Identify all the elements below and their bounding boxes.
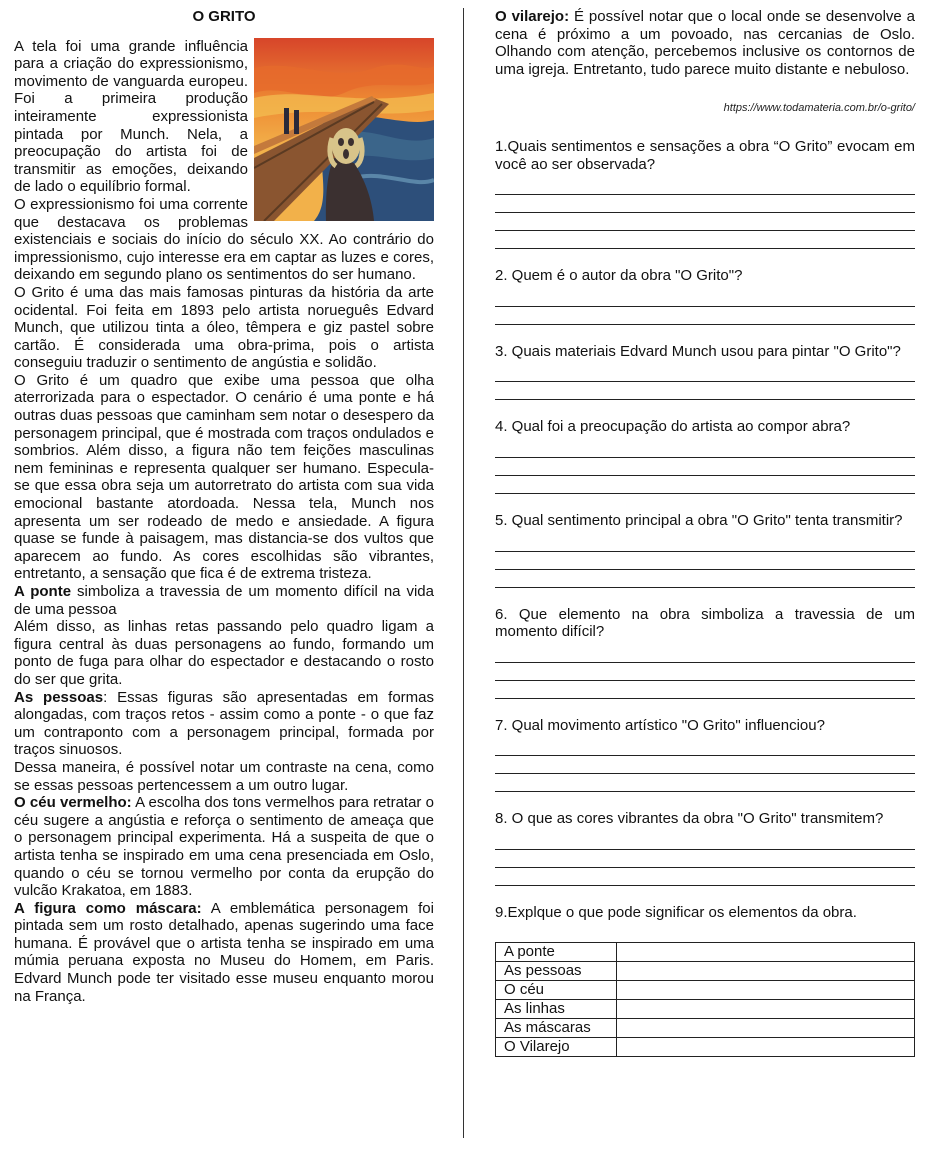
people-heading: As pessoas	[14, 688, 104, 706]
answer-line[interactable]	[495, 458, 915, 476]
question-4: 4. Qual foi a preocupação do artista ao compor abra?	[495, 418, 851, 436]
people-paragraph	[14, 689, 434, 759]
village-heading: O vilarejo:	[495, 8, 570, 25]
table-row-label: O Vilarejo	[496, 1037, 617, 1056]
question-7: 7. Qual movimento artístico "O Grito" influenciou?	[495, 716, 825, 734]
mask-text: A emblemática personagem foi pintada sem um rosto detalhado, apenas sugerindo uma face humana. É provável que o artista tenha se inspirado em uma múmia peruana exposta no Museu do Homem, em Paris. Edvard Munch pode ter visitado esse museu enquanto morou na França.	[14, 899, 434, 1005]
table-answer-cell[interactable]	[617, 980, 915, 999]
answer-line[interactable]	[495, 382, 915, 400]
table-row	[496, 1018, 915, 1037]
question-9: 9.Explque o que pode significar os elementos da obra.	[495, 903, 857, 921]
sky-heading: O céu vermelho:	[14, 794, 132, 812]
answer-line[interactable]	[495, 868, 915, 886]
answer-line[interactable]	[495, 231, 915, 249]
answer-line[interactable]	[495, 307, 915, 325]
answer-line[interactable]	[495, 663, 915, 681]
column-divider	[463, 8, 464, 1138]
table-row-label: As pessoas	[496, 961, 617, 980]
table-answer-cell[interactable]	[617, 1037, 915, 1056]
village-text: É possível notar que o local onde se desenvolve a cena é próximo a um povoado, nas cercanias de Oslo. Olhando com atenção, percebemos inclusive os contornos de uma igreja. Entretanto, tudo parece muito distante e nebuloso.	[495, 8, 915, 78]
table-row-label: O céu	[496, 980, 617, 999]
source-url: https://www.todamateria.com.br/o-grito/	[723, 102, 915, 115]
left-column	[14, 8, 434, 1005]
answer-line[interactable]	[495, 774, 915, 792]
mask-paragraph	[14, 900, 434, 1006]
answer-lines-4[interactable]	[495, 440, 915, 494]
answer-line[interactable]	[495, 756, 915, 774]
question-2: 2. Quem é o autor da obra "O Grito"?	[495, 267, 743, 285]
answer-line[interactable]	[495, 552, 915, 570]
question-1: 1.Quais sentimentos e sensações a obra “O Grito” evocam em você ao ser observada?	[495, 137, 915, 173]
page-title: O GRITO	[192, 8, 256, 25]
table-answer-cell[interactable]	[617, 1018, 915, 1037]
answer-lines-6[interactable]	[495, 645, 915, 699]
answer-line[interactable]	[495, 476, 915, 494]
answer-line[interactable]	[495, 681, 915, 699]
answer-line[interactable]	[495, 645, 915, 663]
answer-line[interactable]	[495, 738, 915, 756]
table-answer-cell[interactable]	[617, 942, 915, 961]
the-scream-painting	[254, 38, 434, 221]
sky-paragraph	[14, 794, 434, 900]
expressionism-paragraph: O expressionismo foi uma corrente que destacava os problemas existenciais e sociais do início do século XX. Ao contrário do impressionismo, cujo interesse era em captar as luzes e cores, deixando em segundo plano os sentimentos do ser humano.	[14, 195, 434, 284]
bridge-text: simboliza a travessia de um momento difícil na vida de uma pessoa	[14, 583, 434, 618]
table-row-label: As máscaras	[496, 1018, 617, 1037]
answer-line[interactable]	[495, 195, 915, 213]
answer-line[interactable]	[495, 850, 915, 868]
table-row	[496, 961, 915, 980]
sky-text: A escolha dos tons vermelhos para retratar o céu sugere a angústia e reforça o sentimento de ameaça que o personagem principal experimenta. Há a suspeita de que o artista tenha se inspirado em uma cena presenciada em Oslo, quando o céu se tornou vermelho por conta da erupção do vulcão Krakatoa, em 1883.	[14, 794, 434, 900]
table-row	[496, 942, 915, 961]
lines-paragraph: Além disso, as linhas retas passando pelo quadro ligam a figura central às duas personagens ao fundo, formando um ponto de fuga para olhar do espectador e destacando o rosto do ser que grita.	[14, 618, 434, 688]
answer-lines-3[interactable]	[495, 364, 915, 400]
elements-table	[495, 942, 915, 1057]
people-text: : Essas figuras são apresentadas em formas alongadas, com traços retos - assim como a ponte - o que faz um contraponto com a personagem principal, formada por traços sinuosos.	[14, 688, 434, 759]
question-8: 8. O que as cores vibrantes da obra "O Grito" transmitem?	[495, 810, 884, 828]
question-6: 6. Que elemento na obra simboliza a travessia de um momento difícil?	[495, 605, 915, 641]
table-row	[496, 999, 915, 1018]
answer-lines-5[interactable]	[495, 534, 915, 588]
question-3: 3. Quais materiais Edvard Munch usou para pintar "O Grito"?	[495, 342, 901, 360]
table-row-label: As linhas	[496, 999, 617, 1018]
answer-lines-8[interactable]	[495, 832, 915, 886]
answer-line[interactable]	[495, 832, 915, 850]
answer-lines-1[interactable]	[495, 177, 915, 249]
bridge-paragraph	[14, 583, 434, 618]
answer-line[interactable]	[495, 570, 915, 588]
table-row-label: A ponte	[496, 942, 617, 961]
table-answer-cell[interactable]	[617, 999, 915, 1018]
answer-line[interactable]	[495, 440, 915, 458]
intro-paragraph: A tela foi uma grande influência para a criação do expressionismo, movimento de vanguarda europeu. Foi a primeira produção inteiramente expressionista pintada por Munch. Nela, a preocupação do artista foi de transmitir as emoções, deixando de lado o equilíbrio formal.	[14, 37, 248, 196]
description-paragraph: O Grito é um quadro que exibe uma pessoa que olha aterrorizada para o espectador. O cenário é uma ponte e há outras duas pessoas que caminham sem notar o desespero da personagem principal, que é mostrada com traços ondulados e sombrios. Além disso, a figura não tem feições masculinas nem femininas e representa qualquer ser humano. Especula-se que essa obra seja um autorretrato do artista com sua vida emocional bastante atordoada. Nessa tela, Munch nos apresenta um ser rodeado de medo e ansiedade. A figura quase se funde à paisagem, mas distancia-se dos vultos que aparecem ao fundo. As cores escolhidas são vibrantes, entretanto, a sensação que fica é de extrema tristeza.	[14, 371, 434, 583]
question-5: 5. Qual sentimento principal a obra "O Grito" tenta transmitir?	[495, 511, 903, 529]
scream-painting-image	[254, 38, 434, 221]
right-column	[495, 8, 915, 1057]
table-answer-cell[interactable]	[617, 961, 915, 980]
bridge-heading: A ponte	[14, 583, 72, 600]
answer-line[interactable]	[495, 177, 915, 195]
village-paragraph	[495, 8, 915, 78]
answer-lines-2[interactable]	[495, 289, 915, 325]
answer-line[interactable]	[495, 289, 915, 307]
table-row	[496, 1037, 915, 1056]
answer-line[interactable]	[495, 213, 915, 231]
history-paragraph: O Grito é uma das mais famosas pinturas da história da arte ocidental. Foi feita em 1893 pelo artista norueguês Edvard Munch, que utilizou tinta a óleo, têmpera e giz pastel sobre cartão. É considerada uma obra-prima, pois o artista conseguiu traduzir o sentimento de angústia e solidão.	[14, 283, 434, 372]
table-row	[496, 980, 915, 999]
answer-line[interactable]	[495, 534, 915, 552]
answer-line[interactable]	[495, 364, 915, 382]
mask-heading: A figura como máscara:	[14, 899, 202, 917]
contrast-paragraph: Dessa maneira, é possível notar um contraste na cena, como se essas pessoas pertencessem a um outro lugar.	[14, 758, 434, 794]
answer-lines-7[interactable]	[495, 738, 915, 792]
